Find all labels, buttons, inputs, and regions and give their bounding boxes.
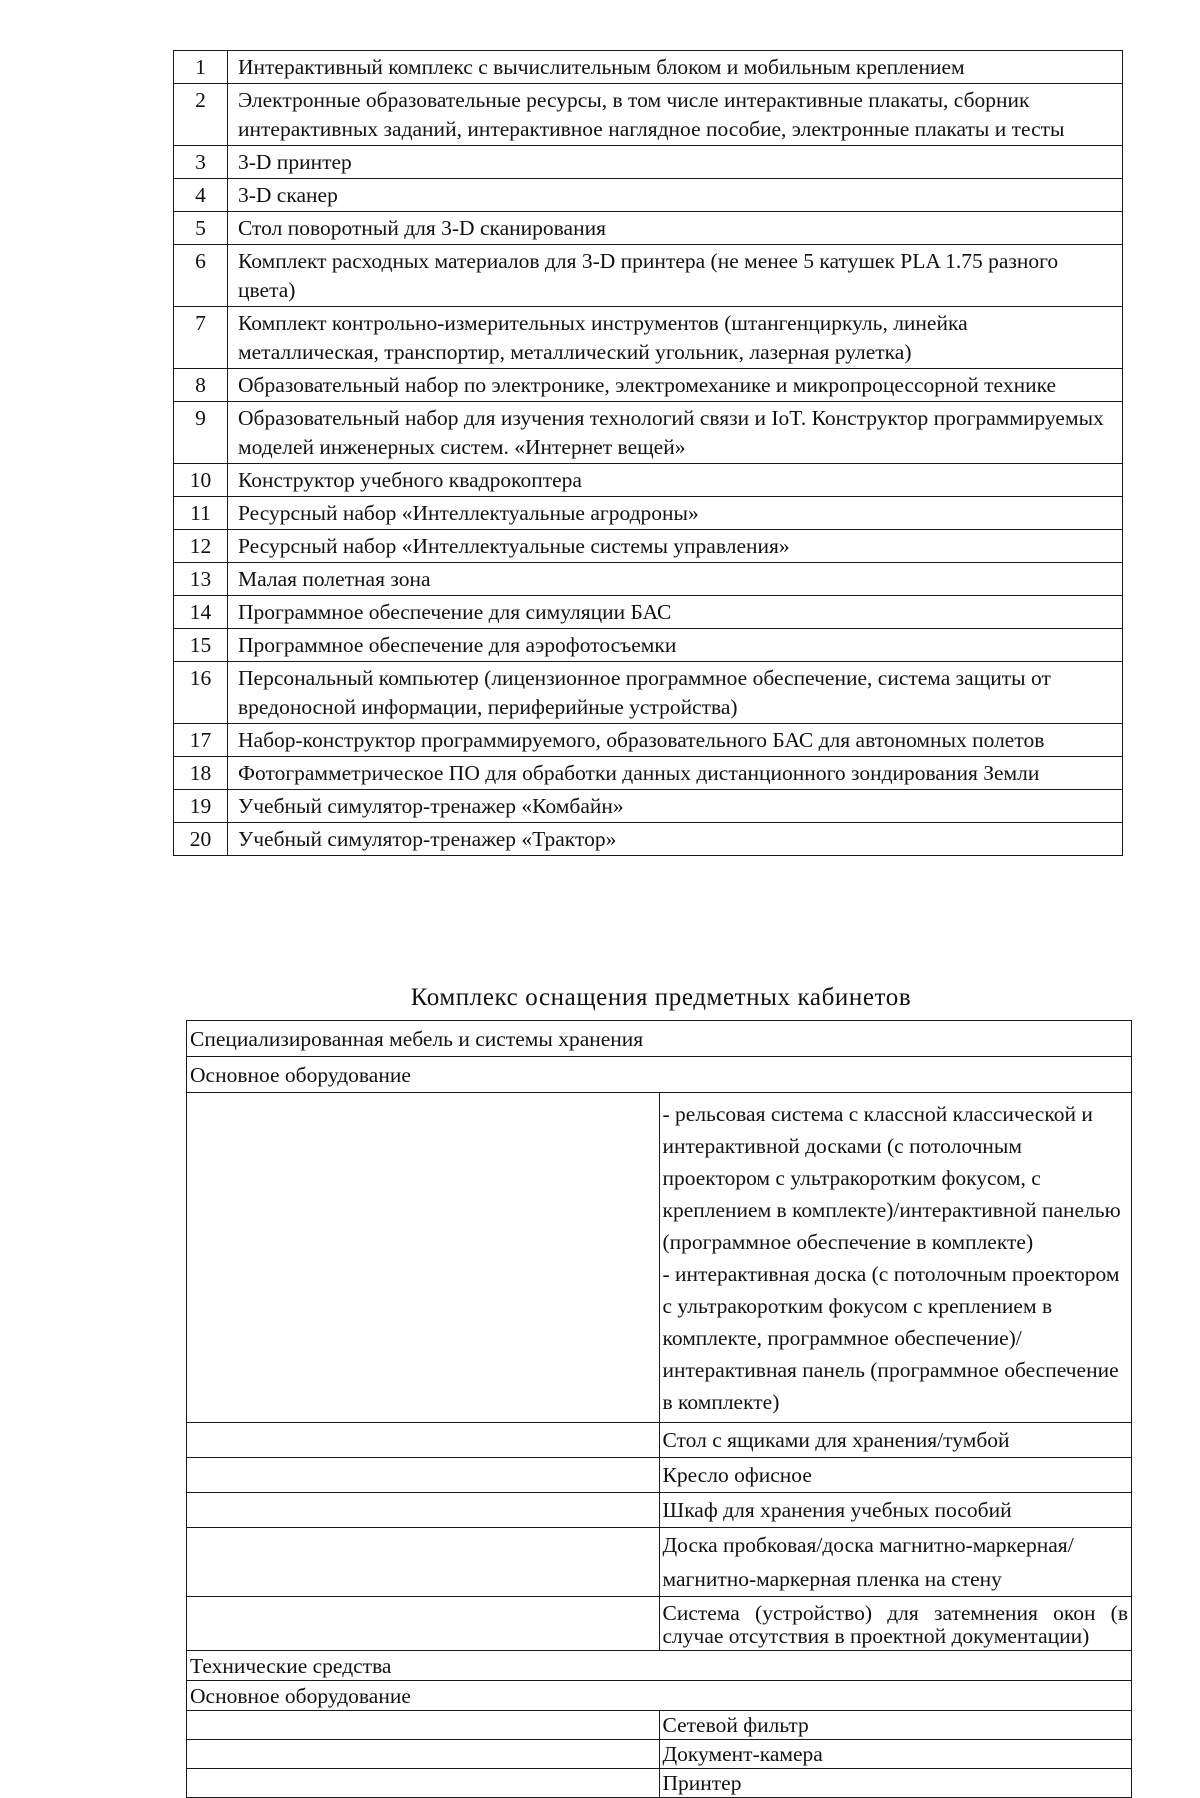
row-number: 5: [174, 212, 228, 245]
list-row: [174, 245, 1123, 307]
row-number: 13: [174, 563, 228, 596]
row-number: 4: [174, 179, 228, 212]
row-description: 3-D сканер: [228, 179, 1123, 212]
list-row: [174, 596, 1123, 629]
row-description: Учебный симулятор-тренажер «Трактор»: [228, 823, 1123, 856]
desk-cell: Стол с ящиками для хранения/тумбой: [659, 1423, 1132, 1458]
row-description: Набор-конструктор программируемого, образовательного БАС для автономных полетов: [228, 724, 1123, 757]
row-description: Образовательный набор по электронике, электромеханике и микропроцессорной технике: [228, 369, 1123, 402]
cork-board-row: [187, 1528, 1132, 1597]
printer-cell: Принтер: [659, 1769, 1132, 1798]
row-description: Учебный симулятор-тренажер «Комбайн»: [228, 790, 1123, 823]
row-number: 16: [174, 662, 228, 724]
row-description: Комплект контрольно-измерительных инструментов (штангенциркуль, линейка металлическая, транспортир, металлический угольник, лазерная рулетка): [228, 307, 1123, 369]
main-equipment-header: Основное оборудование: [187, 1057, 1132, 1093]
row-description: Электронные образовательные ресурсы, в том числе интерактивные плакаты, сборник интерактивных заданий, интерактивное наглядное пособие, электронные плакаты и тесты: [228, 84, 1123, 146]
list-row: [174, 757, 1123, 790]
doc-camera-row: [187, 1740, 1132, 1769]
row-description: Ресурсный набор «Интеллектуальные системы управления»: [228, 530, 1123, 563]
main-equipment-section-row-2: [187, 1681, 1132, 1711]
board-system-row: [187, 1093, 1132, 1423]
list-row: [174, 402, 1123, 464]
list-row: [174, 790, 1123, 823]
row-description: Программное обеспечение для аэрофотосъемки: [228, 629, 1123, 662]
cork-board-cell: Доска пробковая/доска магнитно-маркерная/магнитно-маркерная пленка на стену: [659, 1528, 1132, 1597]
row-number: 14: [174, 596, 228, 629]
list-row: [174, 51, 1123, 84]
main-equipment-header-2: Основное оборудование: [187, 1681, 1132, 1711]
row-number: 19: [174, 790, 228, 823]
row-description: Малая полетная зона: [228, 563, 1123, 596]
list-row: [174, 530, 1123, 563]
empty-cell: [187, 1597, 660, 1651]
row-number: 11: [174, 497, 228, 530]
row-number: 17: [174, 724, 228, 757]
row-description: Программное обеспечение для симуляции БАС: [228, 596, 1123, 629]
row-number: 8: [174, 369, 228, 402]
blackout-row: [187, 1597, 1132, 1651]
empty-cell: [187, 1740, 660, 1769]
row-description: Ресурсный набор «Интеллектуальные агродроны»: [228, 497, 1123, 530]
cabinet-row: [187, 1493, 1132, 1528]
row-number: 6: [174, 245, 228, 307]
classroom-equipment-table: [186, 1020, 1132, 1798]
section-title: Комплекс оснащения предметных кабинетов: [410, 984, 912, 1011]
row-number: 18: [174, 757, 228, 790]
list-row: [174, 823, 1123, 856]
row-description: 3-D принтер: [228, 146, 1123, 179]
empty-cell: [187, 1093, 660, 1423]
list-row: [174, 497, 1123, 530]
equipment-list-body: [174, 51, 1123, 856]
furniture-section-row: [187, 1021, 1132, 1057]
list-row: [174, 84, 1123, 146]
chair-cell: Кресло офисное: [659, 1458, 1132, 1493]
list-row: [174, 724, 1123, 757]
board-option-interactive-board: - интерактивная доска (с потолочным проектором с ультракоротким фокусом с креплением в комплекте, программное обеспечение)/интерактивная панель (программное обеспечение в комплекте): [662, 1262, 1120, 1414]
cabinet-cell: Шкаф для хранения учебных пособий: [659, 1493, 1132, 1528]
list-row: [174, 179, 1123, 212]
list-row: [174, 464, 1123, 497]
row-number: 7: [174, 307, 228, 369]
row-number: 20: [174, 823, 228, 856]
row-description: Фотограмметрическое ПО для обработки данных дистанционного зондирования Земли: [228, 757, 1123, 790]
surge-filter-cell: Сетевой фильтр: [659, 1711, 1132, 1740]
tech-section-row: [187, 1651, 1132, 1681]
empty-cell: [187, 1528, 660, 1597]
empty-cell: [187, 1769, 660, 1798]
row-number: 3: [174, 146, 228, 179]
list-row: [174, 369, 1123, 402]
row-number: 15: [174, 629, 228, 662]
list-row: [174, 563, 1123, 596]
row-number: 10: [174, 464, 228, 497]
row-number: 2: [174, 84, 228, 146]
row-number: 1: [174, 51, 228, 84]
tech-section-header: Технические средства: [187, 1651, 1132, 1681]
empty-cell: [187, 1423, 660, 1458]
row-description: Комплект расходных материалов для 3-D принтера (не менее 5 катушек PLA 1.75 разного цвета): [228, 245, 1123, 307]
row-description: Образовательный набор для изучения технологий связи и IoT. Конструктор программируемых моделей инженерных систем. «Интернет вещей»: [228, 402, 1123, 464]
chair-row: [187, 1458, 1132, 1493]
main-equipment-section-row: [187, 1057, 1132, 1093]
printer-row: [187, 1769, 1132, 1798]
empty-cell: [187, 1711, 660, 1740]
list-row: [174, 212, 1123, 245]
row-description: Конструктор учебного квадрокоптера: [228, 464, 1123, 497]
row-number: 9: [174, 402, 228, 464]
list-row: [174, 146, 1123, 179]
furniture-section-header: Специализированная мебель и системы хранения: [187, 1021, 1132, 1057]
surge-filter-row: [187, 1711, 1132, 1740]
list-row: [174, 629, 1123, 662]
list-row: [174, 307, 1123, 369]
row-description: Интерактивный комплекс с вычислительным блоком и мобильным креплением: [228, 51, 1123, 84]
equipment-list-table: [173, 50, 1123, 856]
list-row: [174, 662, 1123, 724]
row-description: Персональный компьютер (лицензионное программное обеспечение, система защиты от вредоносной информации, периферийные устройства): [228, 662, 1123, 724]
board-option-rail-system: - рельсовая система с классной классической и интерактивной досками (с потолочным проектором с ультракоротким фокусом, с креплением в комплекте)/интерактивной панелью (программное обеспечение в комплекте): [662, 1102, 1121, 1254]
empty-cell: [187, 1493, 660, 1528]
doc-camera-cell: Документ-камера: [659, 1740, 1132, 1769]
empty-cell: [187, 1458, 660, 1493]
row-number: 12: [174, 530, 228, 563]
row-description: Стол поворотный для 3-D сканирования: [228, 212, 1123, 245]
board-system-cell: [659, 1093, 1132, 1423]
desk-row: [187, 1423, 1132, 1458]
blackout-cell: Система (устройство) для затемнения окон (в случае отсутствия в проектной документации): [659, 1597, 1132, 1651]
